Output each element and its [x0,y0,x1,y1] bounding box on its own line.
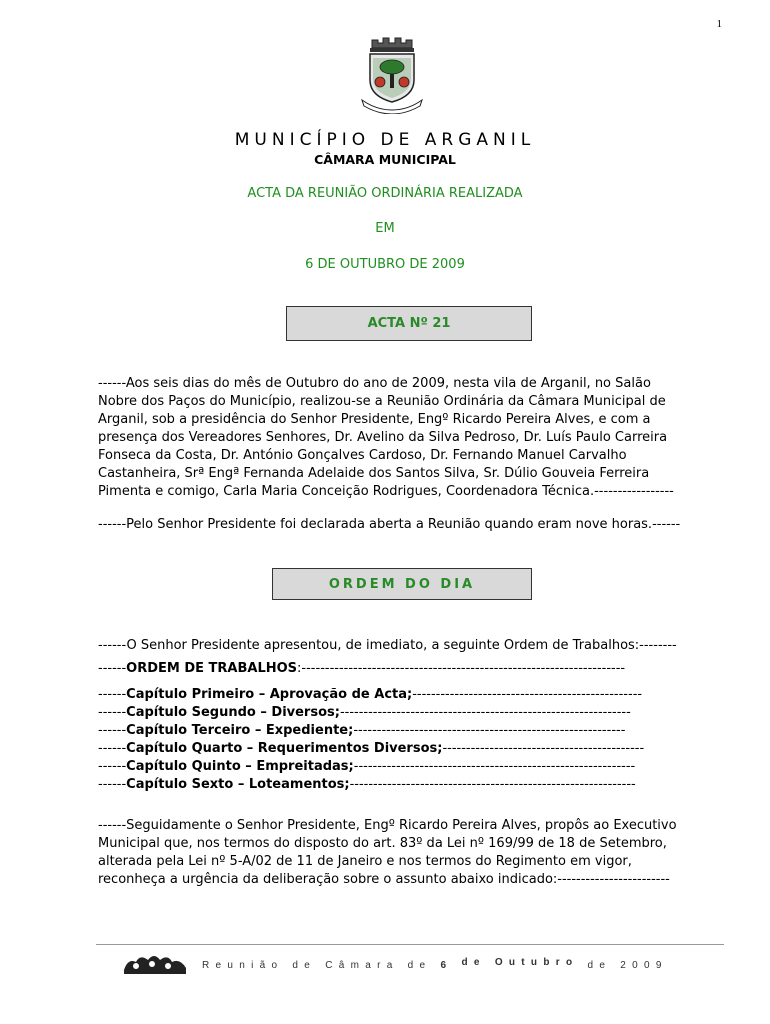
opening-line: ------Aos seis dias do mês de Outubro do ano de 2009, nesta vila de Arganil, no Salão [98,376,651,391]
chapter-item [98,686,738,704]
chapter-title: Capítulo Primeiro – Aprovação de Acta; [126,687,413,702]
closing-line: ------Seguidamente o Senhor Presidente, Engº Ricardo Pereira Alves, propôs ao Executivo [98,818,677,833]
chapter-suffix: ------------------------------------------------- [412,687,643,702]
ordem-do-dia-label: ORDEM DO DIA [328,576,476,592]
meeting-title: ACTA DA REUNIÃO ORDINÁRIA REALIZADA [247,186,523,201]
closing-line: reconheça a urgência da deliberação sobre o assunto abaixo indicado:------------------------ [98,872,670,887]
meeting-date: 6 DE OUTUBRO DE 2009 [305,257,465,272]
chapter-item [98,776,738,794]
meeting-em: EM [375,221,395,236]
chapter-prefix: ------ [98,741,127,756]
opening-line: Pimenta e comigo, Carla Maria Conceição Rodrigues, Coordenadora Técnica.----------------- [98,484,674,499]
chapter-title: Capítulo Sexto – Loteamentos; [126,777,350,792]
chapter-item [98,758,738,776]
arganil-logo-icon [122,950,188,976]
chapter-title: Capítulo Quinto – Empreitadas; [126,759,354,774]
closing-line: Municipal que, nos termos do disposto do art. 83º da Lei nº 169/99 de 18 de Setembro, [98,836,667,851]
footer-day: 6 [440,960,453,971]
presentation-line: ------O Senhor Presidente apresentou, de imediato, a seguinte Ordem de Trabalhos:-------- [98,638,677,653]
footer-text-before: Reunião de Câmara de [202,960,432,971]
footer-text [202,957,668,971]
opening-statement: ------Pelo Senhor Presidente foi declarada aberta a Reunião quando eram nove horas.------ [98,517,681,532]
ordem-trabalhos-line [98,660,738,678]
chapter-prefix: ------ [98,687,127,702]
chapter-suffix: ------------------------------------------- [442,741,645,756]
ordem-trabalhos-label: ORDEM DE TRABALHOS [126,661,298,676]
closing-paragraph [98,817,724,889]
ordem-trabalhos-prefix: ------ [98,661,127,676]
chapter-suffix: -------------------------------------------------------------- [339,705,631,720]
chapter-prefix: ------ [98,759,127,774]
footer-month: de Outubro [461,957,579,968]
opening-line: presença dos Vereadores Senhores, Dr. Avelino da Silva Pedroso, Dr. Luís Paulo Carreira [98,430,668,445]
chapter-item [98,704,738,722]
opening-paragraph [98,375,724,501]
chapter-title: Capítulo Terceiro – Expediente; [126,723,354,738]
footer-divider [96,944,724,945]
chapter-item [98,722,738,740]
municipal-coat-of-arms-icon [356,34,428,114]
page-number: 1 [716,18,722,30]
chapter-prefix: ------ [98,705,127,720]
acta-number-box [286,306,532,341]
chapter-title: Capítulo Segundo – Diversos; [126,705,340,720]
opening-line: Nobre dos Paços do Município, realizou-se a Reunião Ordinária da Câmara Municipal de [98,394,666,409]
closing-line: alterada pela Lei nº 5-A/02 de 11 de Janeiro e nos termos do Regimento em vigor, [98,854,632,869]
chapter-prefix: ------ [98,723,127,738]
chapter-item [98,740,738,758]
chapter-title: Capítulo Quarto – Requerimentos Diversos; [126,741,443,756]
chapter-suffix: ---------------------------------------------------------- [353,723,626,738]
ordem-do-dia-box [272,568,532,600]
opening-line: Arganil, sob a presidência do Senhor Presidente, Engº Ricardo Pereira Alves, e com a [98,412,651,427]
chapter-prefix: ------ [98,777,127,792]
opening-line: Fonseca da Costa, Dr. António Gonçalves Cardoso, Dr. Fernando Manuel Carvalho [98,448,627,463]
municipality-title: MUNICÍPIO DE ARGANIL [234,130,536,150]
chapter-suffix: ------------------------------------------------------------- [349,777,636,792]
chapter-suffix: ------------------------------------------------------------ [353,759,636,774]
acta-number-label: ACTA Nº 21 [367,316,451,331]
opening-line: Castanheira, Srª Engª Fernanda Adelaide dos Santos Silva, Sr. Dúlio Gouveia Ferreira [98,466,650,481]
footer-text-after: de 2009 [587,960,668,971]
ordem-trabalhos-suffix: :--------------------------------------------------------------------- [297,661,626,676]
chapters-list [98,686,724,794]
council-title: CÂMARA MUNICIPAL [314,152,456,167]
